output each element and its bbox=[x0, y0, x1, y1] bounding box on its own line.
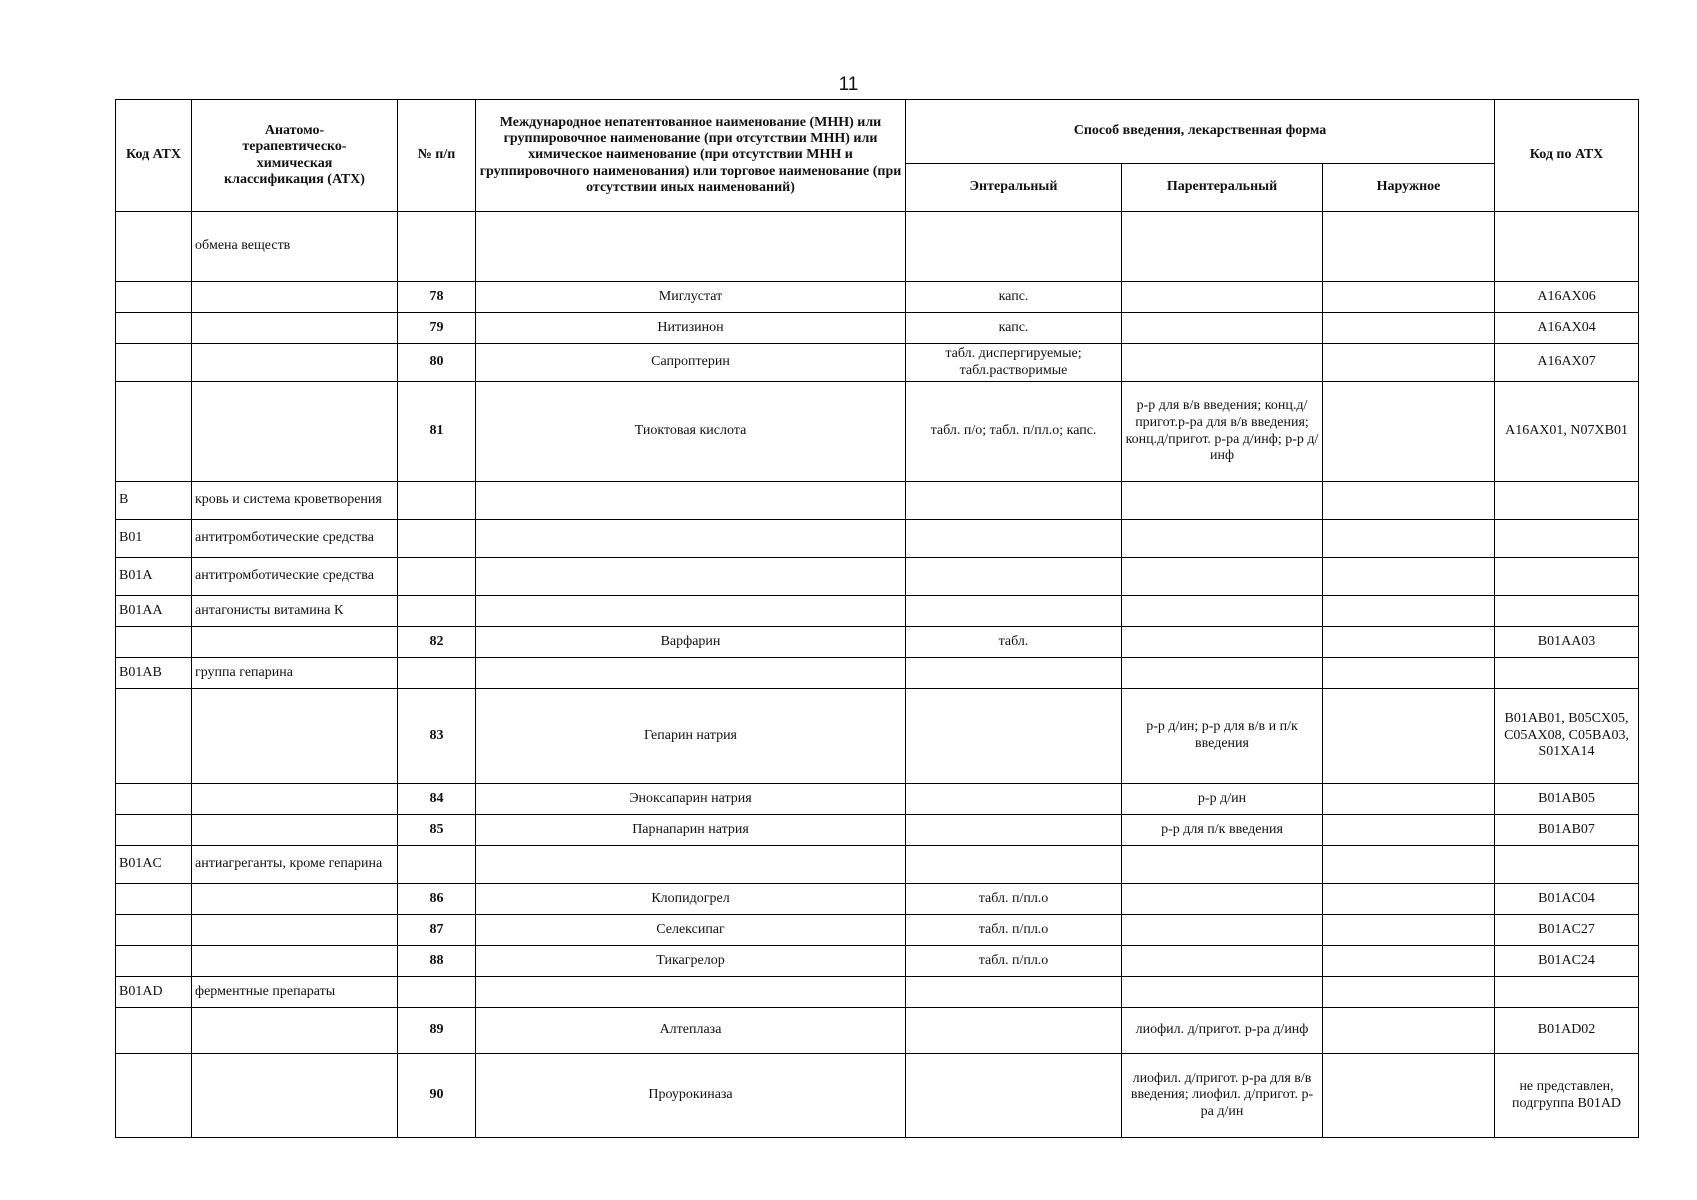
table-row bbox=[116, 382, 1639, 482]
cell-external bbox=[1323, 282, 1495, 313]
cell-number: 79 bbox=[398, 313, 476, 344]
cell-parenteral: лиофил. д/пригот. р-ра для в/в введения; лиофил. д/пригот. р-ра д/ин bbox=[1122, 1054, 1323, 1138]
cell-code bbox=[116, 1054, 192, 1138]
cell-enteral: табл. п/пл.о bbox=[906, 884, 1122, 915]
cell-atc-code: B01AA03 bbox=[1495, 627, 1639, 658]
cell-code bbox=[116, 689, 192, 784]
table-row bbox=[116, 596, 1639, 627]
cell-atc-code: не представлен, подгруппа B01AD bbox=[1495, 1054, 1639, 1138]
cell-external bbox=[1323, 658, 1495, 689]
cell-enteral bbox=[906, 977, 1122, 1008]
cell-name: Миглустат bbox=[476, 282, 906, 313]
cell-enteral bbox=[906, 596, 1122, 627]
cell-number bbox=[398, 658, 476, 689]
cell-enteral bbox=[906, 520, 1122, 558]
cell-external bbox=[1323, 382, 1495, 482]
cell-enteral bbox=[906, 846, 1122, 884]
cell-parenteral bbox=[1122, 344, 1323, 382]
cell-parenteral bbox=[1122, 846, 1323, 884]
cell-atc-code: A16AX01, N07XB01 bbox=[1495, 382, 1639, 482]
cell-number: 81 bbox=[398, 382, 476, 482]
cell-classification bbox=[192, 282, 398, 313]
cell-code: B01AD bbox=[116, 977, 192, 1008]
cell-parenteral bbox=[1122, 520, 1323, 558]
cell-code bbox=[116, 627, 192, 658]
cell-parenteral: р-р для в/в введения; конц.д/пригот.р-ра для в/в введения; конц.д/пригот. р-ра д/инф; р-р д/инф bbox=[1122, 382, 1323, 482]
table-row bbox=[116, 946, 1639, 977]
cell-enteral: капс. bbox=[906, 313, 1122, 344]
cell-atc-code: B01AD02 bbox=[1495, 1008, 1639, 1054]
cell-code: B01AB bbox=[116, 658, 192, 689]
cell-code bbox=[116, 382, 192, 482]
cell-parenteral: р-р д/ин bbox=[1122, 784, 1323, 815]
cell-parenteral bbox=[1122, 596, 1323, 627]
cell-code bbox=[116, 313, 192, 344]
cell-code bbox=[116, 282, 192, 313]
cell-code: B bbox=[116, 482, 192, 520]
cell-atc-code: B01AC24 bbox=[1495, 946, 1639, 977]
table-row bbox=[116, 1008, 1639, 1054]
cell-classification bbox=[192, 313, 398, 344]
cell-atc-code: A16AX04 bbox=[1495, 313, 1639, 344]
cell-name: Эноксапарин натрия bbox=[476, 784, 906, 815]
cell-number: 82 bbox=[398, 627, 476, 658]
cell-name: Тиоктовая кислота bbox=[476, 382, 906, 482]
header-enteral: Энтеральный bbox=[906, 164, 1122, 212]
cell-parenteral: р-р д/ин; р-р для в/в и п/к введения bbox=[1122, 689, 1323, 784]
cell-classification bbox=[192, 915, 398, 946]
cell-classification bbox=[192, 344, 398, 382]
cell-name bbox=[476, 558, 906, 596]
cell-enteral bbox=[906, 1008, 1122, 1054]
cell-code: B01AC bbox=[116, 846, 192, 884]
cell-enteral bbox=[906, 1054, 1122, 1138]
table-row bbox=[116, 784, 1639, 815]
cell-parenteral bbox=[1122, 977, 1323, 1008]
cell-classification: антагонисты витамина К bbox=[192, 596, 398, 627]
cell-classification bbox=[192, 815, 398, 846]
cell-parenteral: р-р для п/к введения bbox=[1122, 815, 1323, 846]
table-row bbox=[116, 846, 1639, 884]
header-number: № п/п bbox=[398, 100, 476, 212]
table-row bbox=[116, 689, 1639, 784]
cell-name: Тикагрелор bbox=[476, 946, 906, 977]
cell-enteral bbox=[906, 815, 1122, 846]
cell-number: 84 bbox=[398, 784, 476, 815]
cell-parenteral bbox=[1122, 915, 1323, 946]
cell-name bbox=[476, 212, 906, 282]
cell-external bbox=[1323, 946, 1495, 977]
cell-name: Проурокиназа bbox=[476, 1054, 906, 1138]
cell-parenteral bbox=[1122, 627, 1323, 658]
cell-enteral bbox=[906, 689, 1122, 784]
drug-list-table bbox=[115, 99, 1639, 1138]
header-code: Код АТХ bbox=[116, 100, 192, 212]
cell-atc-code bbox=[1495, 482, 1639, 520]
cell-external bbox=[1323, 884, 1495, 915]
cell-external bbox=[1323, 977, 1495, 1008]
cell-parenteral bbox=[1122, 313, 1323, 344]
cell-name: Селексипаг bbox=[476, 915, 906, 946]
cell-classification bbox=[192, 1008, 398, 1054]
cell-external bbox=[1323, 689, 1495, 784]
cell-code bbox=[116, 946, 192, 977]
cell-number: 85 bbox=[398, 815, 476, 846]
cell-classification bbox=[192, 884, 398, 915]
cell-parenteral bbox=[1122, 482, 1323, 520]
cell-code bbox=[116, 1008, 192, 1054]
cell-atc-code bbox=[1495, 658, 1639, 689]
table-row bbox=[116, 313, 1639, 344]
cell-classification: кровь и система кроветворения bbox=[192, 482, 398, 520]
cell-external bbox=[1323, 344, 1495, 382]
cell-enteral: табл. диспергируемые; табл.растворимые bbox=[906, 344, 1122, 382]
cell-number: 78 bbox=[398, 282, 476, 313]
cell-name: Клопидогрел bbox=[476, 884, 906, 915]
cell-atc-code bbox=[1495, 212, 1639, 282]
cell-number: 86 bbox=[398, 884, 476, 915]
cell-name bbox=[476, 658, 906, 689]
table-row bbox=[116, 815, 1639, 846]
cell-external bbox=[1323, 482, 1495, 520]
cell-enteral bbox=[906, 658, 1122, 689]
table-row bbox=[116, 558, 1639, 596]
cell-atc-code: B01AB01, B05CX05, C05AX08, C05BA03, S01XA14 bbox=[1495, 689, 1639, 784]
header-name: Международное непатентованное наименование (МНН) или группировочное наименование (при отсутствии МНН) или химическое наименование (при отсутствии МНН и группировочного наименования) или торговое наименование (при отсутствии иных наименований) bbox=[476, 100, 906, 212]
cell-atc-code bbox=[1495, 596, 1639, 627]
cell-atc-code bbox=[1495, 846, 1639, 884]
cell-number: 87 bbox=[398, 915, 476, 946]
cell-atc-code: A16AX07 bbox=[1495, 344, 1639, 382]
cell-code bbox=[116, 815, 192, 846]
cell-code: B01AA bbox=[116, 596, 192, 627]
cell-classification: антитромботические средства bbox=[192, 520, 398, 558]
header-external: Наружное bbox=[1323, 164, 1495, 212]
cell-code: B01A bbox=[116, 558, 192, 596]
cell-enteral: табл. п/о; табл. п/пл.о; капс. bbox=[906, 382, 1122, 482]
cell-enteral: табл. п/пл.о bbox=[906, 915, 1122, 946]
cell-classification bbox=[192, 784, 398, 815]
header-route: Способ введения, лекарственная форма bbox=[906, 100, 1495, 164]
cell-code bbox=[116, 344, 192, 382]
cell-enteral: табл. п/пл.о bbox=[906, 946, 1122, 977]
table-row bbox=[116, 282, 1639, 313]
cell-classification: антиагреганты, кроме гепарина bbox=[192, 846, 398, 884]
table-body bbox=[116, 212, 1639, 1138]
cell-number: 89 bbox=[398, 1008, 476, 1054]
cell-code bbox=[116, 784, 192, 815]
cell-classification: антитромботические средства bbox=[192, 558, 398, 596]
table-row bbox=[116, 520, 1639, 558]
cell-parenteral bbox=[1122, 946, 1323, 977]
cell-number: 90 bbox=[398, 1054, 476, 1138]
cell-external bbox=[1323, 846, 1495, 884]
cell-parenteral bbox=[1122, 658, 1323, 689]
cell-external bbox=[1323, 784, 1495, 815]
cell-parenteral bbox=[1122, 558, 1323, 596]
cell-classification bbox=[192, 627, 398, 658]
cell-parenteral: лиофил. д/пригот. р-ра д/инф bbox=[1122, 1008, 1323, 1054]
cell-number bbox=[398, 846, 476, 884]
cell-code bbox=[116, 884, 192, 915]
cell-parenteral bbox=[1122, 884, 1323, 915]
cell-external bbox=[1323, 212, 1495, 282]
table-row bbox=[116, 482, 1639, 520]
cell-number bbox=[398, 596, 476, 627]
cell-name: Алтеплаза bbox=[476, 1008, 906, 1054]
table-row bbox=[116, 344, 1639, 382]
table-row bbox=[116, 915, 1639, 946]
cell-atc-code bbox=[1495, 520, 1639, 558]
cell-number bbox=[398, 520, 476, 558]
header-parenteral: Парентеральный bbox=[1122, 164, 1323, 212]
cell-classification: обмена веществ bbox=[192, 212, 398, 282]
page-number: 11 bbox=[838, 74, 859, 95]
cell-enteral bbox=[906, 482, 1122, 520]
cell-atc-code bbox=[1495, 977, 1639, 1008]
cell-name: Парнапарин натрия bbox=[476, 815, 906, 846]
cell-enteral bbox=[906, 212, 1122, 282]
cell-classification bbox=[192, 1054, 398, 1138]
cell-code bbox=[116, 212, 192, 282]
cell-atc-code: B01AB05 bbox=[1495, 784, 1639, 815]
table-row bbox=[116, 658, 1639, 689]
cell-name bbox=[476, 596, 906, 627]
cell-external bbox=[1323, 815, 1495, 846]
cell-enteral bbox=[906, 784, 1122, 815]
cell-enteral bbox=[906, 558, 1122, 596]
table-row bbox=[116, 884, 1639, 915]
cell-classification bbox=[192, 946, 398, 977]
cell-number bbox=[398, 212, 476, 282]
cell-name: Нитизинон bbox=[476, 313, 906, 344]
cell-number bbox=[398, 482, 476, 520]
cell-external bbox=[1323, 627, 1495, 658]
cell-enteral: капс. bbox=[906, 282, 1122, 313]
cell-number: 88 bbox=[398, 946, 476, 977]
cell-name bbox=[476, 846, 906, 884]
header-atc-code: Код по АТХ bbox=[1495, 100, 1639, 212]
cell-external bbox=[1323, 915, 1495, 946]
cell-name bbox=[476, 482, 906, 520]
cell-number: 83 bbox=[398, 689, 476, 784]
header-classification: Анатомо-терапевтическо-химическая классификация (АТХ) bbox=[192, 100, 398, 212]
cell-code bbox=[116, 915, 192, 946]
cell-external bbox=[1323, 1008, 1495, 1054]
cell-name: Варфарин bbox=[476, 627, 906, 658]
cell-atc-code: B01AC04 bbox=[1495, 884, 1639, 915]
cell-classification: группа гепарина bbox=[192, 658, 398, 689]
table-row bbox=[116, 212, 1639, 282]
cell-name: Гепарин натрия bbox=[476, 689, 906, 784]
cell-external bbox=[1323, 1054, 1495, 1138]
cell-atc-code: B01AB07 bbox=[1495, 815, 1639, 846]
cell-external bbox=[1323, 596, 1495, 627]
table-row bbox=[116, 977, 1639, 1008]
cell-number bbox=[398, 977, 476, 1008]
cell-parenteral bbox=[1122, 212, 1323, 282]
cell-name bbox=[476, 520, 906, 558]
cell-external bbox=[1323, 558, 1495, 596]
table-row bbox=[116, 627, 1639, 658]
cell-external bbox=[1323, 520, 1495, 558]
cell-classification bbox=[192, 382, 398, 482]
cell-number bbox=[398, 558, 476, 596]
cell-parenteral bbox=[1122, 282, 1323, 313]
cell-name bbox=[476, 977, 906, 1008]
table-row bbox=[116, 1054, 1639, 1138]
table-header bbox=[116, 100, 1639, 212]
cell-enteral: табл. bbox=[906, 627, 1122, 658]
cell-external bbox=[1323, 313, 1495, 344]
cell-atc-code: B01AC27 bbox=[1495, 915, 1639, 946]
cell-name: Сапроптерин bbox=[476, 344, 906, 382]
cell-classification bbox=[192, 689, 398, 784]
cell-code: B01 bbox=[116, 520, 192, 558]
cell-number: 80 bbox=[398, 344, 476, 382]
cell-classification: ферментные препараты bbox=[192, 977, 398, 1008]
cell-atc-code bbox=[1495, 558, 1639, 596]
cell-atc-code: A16AX06 bbox=[1495, 282, 1639, 313]
